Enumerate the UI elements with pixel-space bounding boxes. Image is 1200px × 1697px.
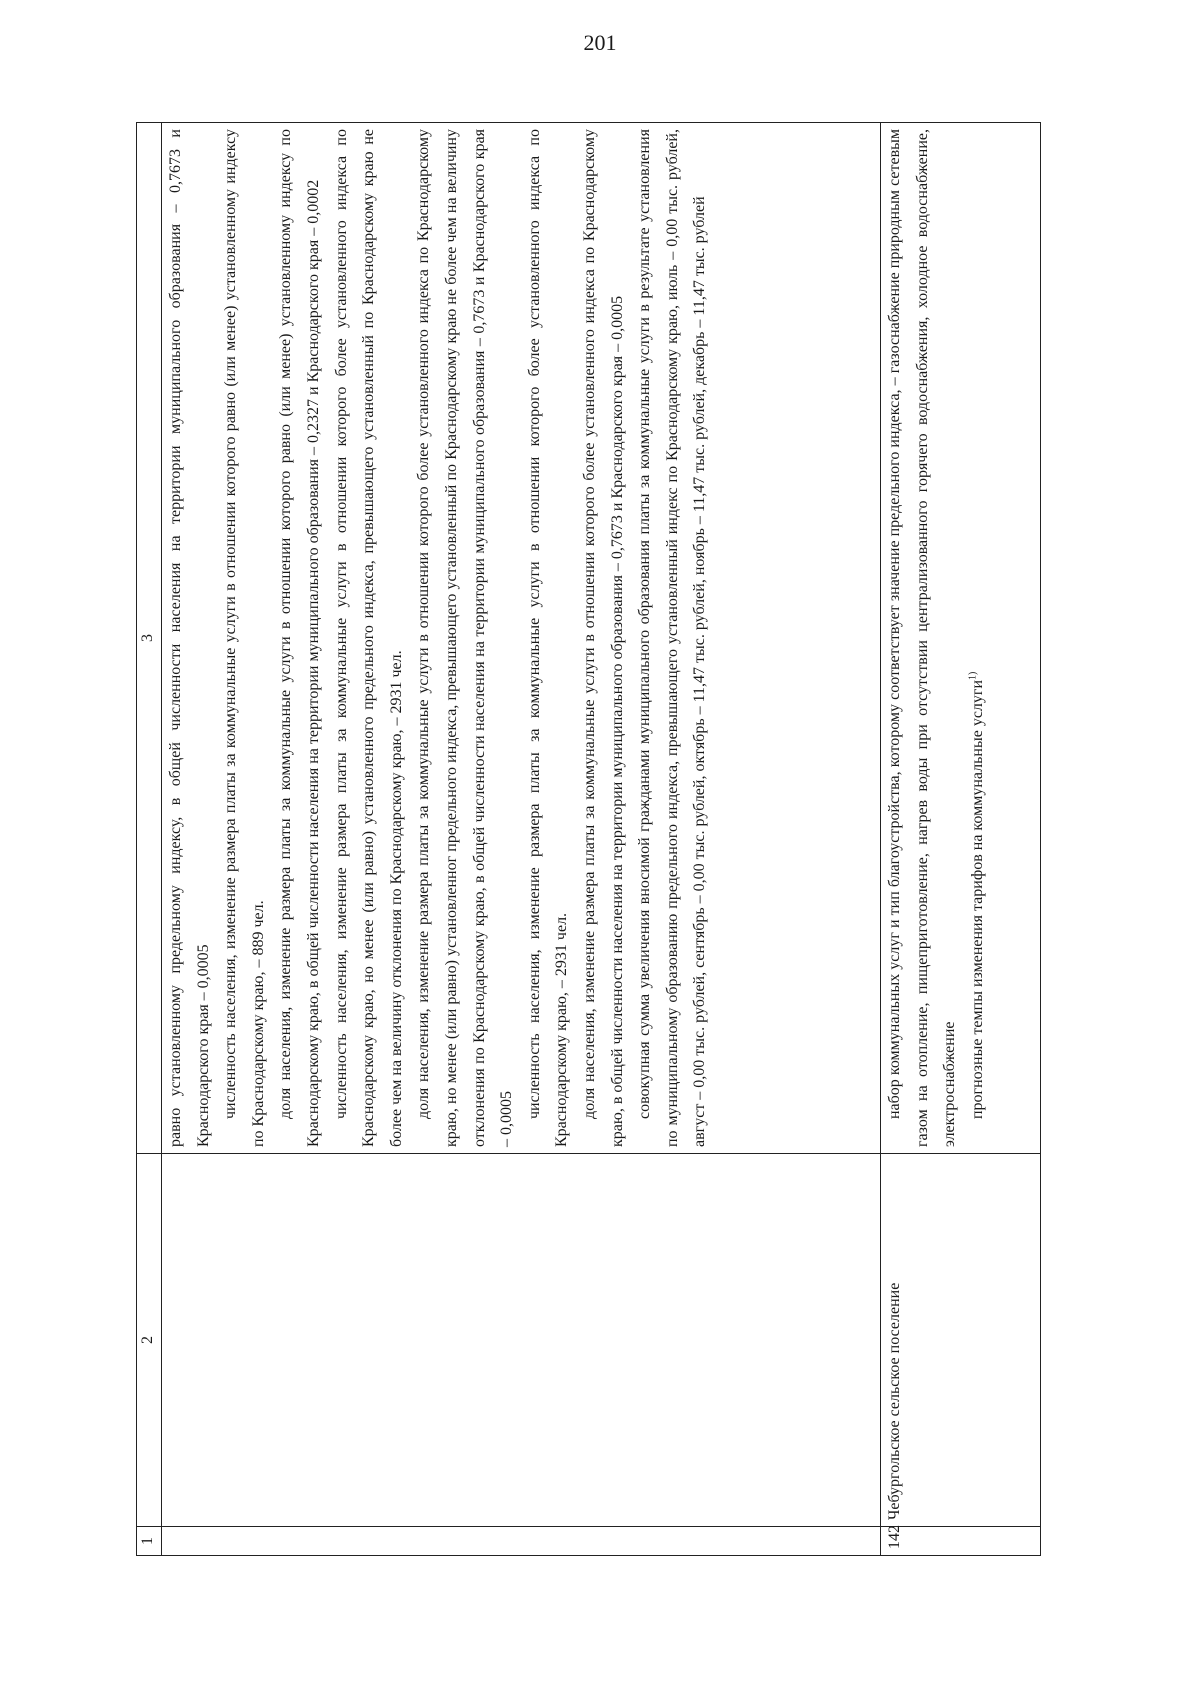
row-cont-number-cell (162, 1527, 881, 1556)
page-number: 201 (583, 30, 617, 55)
row-cont-description-cell (162, 123, 881, 1154)
description-paragraph: численность населения, изменение размера платы за коммунальные услуги в отношении которого более установленного индекса по Краснодарскому краю, но менее (или равно) установленного предельного индекса, превышающего установленный по Краснодарскому краю не более чем на величину отклонения по Краснодарскому краю, – 2931 чел. (332, 129, 405, 1147)
header-row (137, 123, 162, 1556)
description-paragraph: набор коммунальных услуг и тип благоустройства, которому соответствует значение предельного индекса, – газоснабжение природным сетевым газом на отопление, пищеприготовление, нагрев воды при отсутствии централизованного горячего водоснабжения, холодное водоснабжение, электроснабжение (886, 129, 959, 1147)
table-row-continued (162, 123, 881, 1556)
description-paragraph: численность населения, изменение размера платы за коммунальные услуги в отношении которого равно (или менее) установленному индексу по Краснодарскому краю, – 889 чел. (222, 129, 267, 1147)
row-142-name-cell: Чебургольское сельское поселение (881, 1154, 1041, 1527)
description-paragraph-with-footnote (964, 129, 992, 1147)
description-paragraph: совокупная сумма увеличения вносимой гражданами муниципального образования платы за коммунальные услуги в результате установления по муниципальному образованию предельного индекса, превышающего установленный индекс по Краснодарскому краю, июль – 0,00 тыс. рублей, август – 0,00 тыс. рублей, сентябрь – 0,00 тыс. рублей, октябрь – 11,47 тыс. рублей, ноябрь – 11,47 тыс. рублей, декабрь – 11,47 тыс. рублей (636, 129, 709, 1147)
description-paragraph: доля населения, изменение размера платы за коммунальные услуги в отношении которого равно (или менее) установленному индексу по Краснодарскому краю, в общей численности населения на территории муниципального образования – 0,2327 и Краснодарского края – 0,0002 (277, 129, 322, 1147)
row-142-number-cell: 142 (881, 1527, 1041, 1556)
footnote-marker: 1) (967, 671, 979, 680)
rotated-table-block (136, 123, 1041, 1556)
table-row-142 (881, 123, 1041, 1556)
row-cont-name-cell (162, 1154, 881, 1527)
main-table (136, 122, 1041, 1556)
description-paragraph: численность населения, изменение размера платы за коммунальные услуги в отношении которого более установленного индекса по Краснодарскому краю, – 2931 чел. (525, 129, 571, 1147)
row-142-description-cell (881, 123, 1041, 1154)
header-col-3: 3 (137, 123, 162, 1154)
footnote-text: прогнозные темпы изменения тарифов на коммунальные услуги (968, 679, 986, 1119)
description-paragraph: равно установленному предельному индексу, в общей численности населения на территории муниципального образования – 0,7673 и Краснодарского края – 0,0005 (167, 129, 212, 1147)
header-col-1: 1 (137, 1527, 162, 1556)
header-col-2: 2 (137, 1154, 162, 1527)
description-paragraph: доля населения, изменение размера платы за коммунальные услуги в отношении которого более установленного индекса по Краснодарскому краю, но менее (или равно) установленног предельного индекса, превышающего установленный по Краснодарскому краю не более чем на величину отклонения по Краснодарскому краю, в общей численности населения на территории муниципального образования – 0,7673 и Краснодарского края – 0,0005 (415, 129, 516, 1147)
description-paragraph: доля населения, изменение размера платы за коммунальные услуги в отношении которого более установленного индекса по Краснодарскому краю, в общей численности населения на территории муниципального образования – 0,7673 и Краснодарского края – 0,0005 (580, 129, 626, 1147)
